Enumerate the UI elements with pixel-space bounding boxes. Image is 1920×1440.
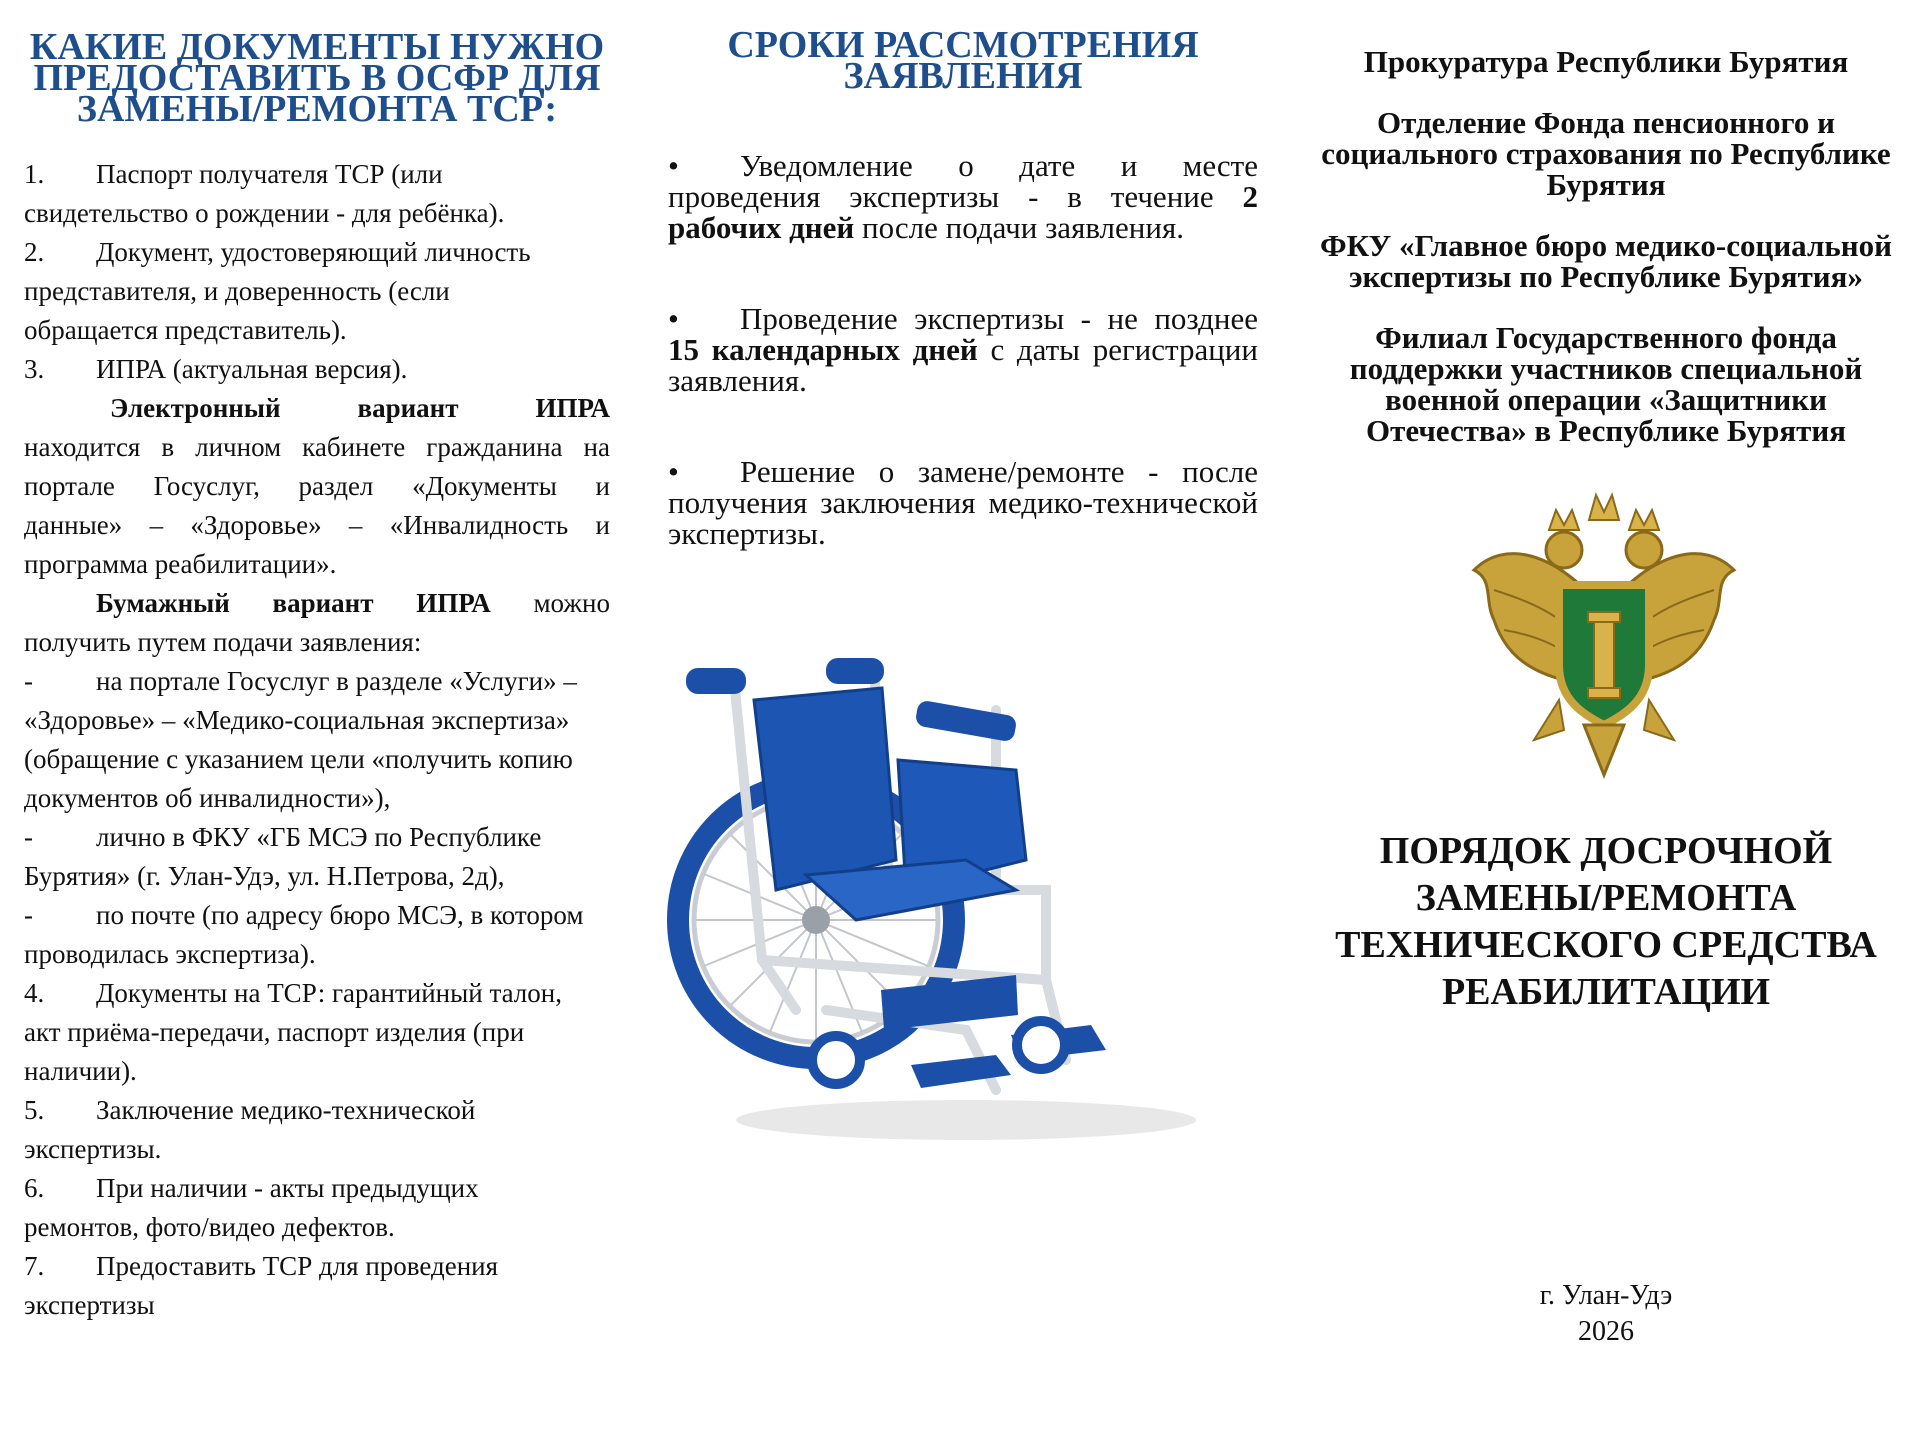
prosecutor-emblem [1464,490,1744,780]
list-item: - по почте (по адресу бюро МСЭ, в котором [24,900,584,930]
list-item: 1. Паспорт получателя ТСР (или [24,159,443,189]
list-item: - лично в ФКУ «ГБ МСЭ по Республике [24,822,542,852]
year-label: 2026 [1578,1316,1634,1347]
list-item: 6. При наличии - акты предыдущих [24,1173,479,1203]
paper-ipra-heading: Бумажный вариант ИПРА можно [96,588,610,618]
list-item: • Решение о замене/ремонте - после получения заключения медико-технической экспертизы. [668,454,1258,551]
list-item: 2. Документ, удостоверяющий личность [24,237,531,267]
list-item: 5. Заключение медико-технической [24,1095,476,1125]
list-item: • Проведение экспертизы - не позднее 15 календарных дней с даты регистрации заявления. [668,301,1258,398]
org-social-fund: Отделение Фонда пенсионного и социального страхования по Республике Бурятия [1321,105,1891,202]
footer [1310,1278,1902,1350]
org-mse-bureau: ФКУ «Главное бюро медико-социальной экспертизы по Республике Бурятия» [1320,228,1892,294]
brochure-title: ПОРЯДОК ДОСРОЧНОЙ ЗАМЕНЫ/РЕМОНТА ТЕХНИЧЕСКОГО СРЕДСТВА РЕАБИЛИТАЦИИ [1335,830,1877,1013]
documents-list: 1. Паспорт получателя ТСР (или свидетельство о рождении - для ребёнка). 2. Документ, удостоверяющий личность представителя, и доверенность (если обращается представитель). 3. ИПРА (актуальная версия). Электронный вариант ИПРА находится в личном кабинете гражданина на портале Госуслуг, раздел «Документы и данные» – «Здоровье» – «Инвалидность и программа реабилитации». Бумажный вариант ИПРА можно получить путем подачи заявления: - на портале Госуслуг в разделе «Услуги» – «Здоровье» – «Медико-социальная экспертиза» (обращение с указанием цели «получить копию документов об инвалидности»), - лично в ФКУ «ГБ МСЭ по Республике Бурятия» (г. Улан-Удэ, ул. Н.Петрова, 2д), - по почте (по адресу бюро МСЭ, в котором проводилась экспертиза). 4. Документы на ТСР: гарантийный талон, акт приёма-передачи, паспорт изделия (при наличии). 5. Заключение медико-технической экспертизы. 6. При наличии - акты предыдущих ремонтов, фото/видео дефектов. 7. Предоставить ТСР для проведения экспертизы [24,155,610,1325]
list-item: 7. Предоставить ТСР для проведения [24,1251,499,1281]
list-item: 3. ИПРА (актуальная версия). [24,354,408,384]
list-item: - на портале Госуслуг в разделе «Услуги» – [24,666,577,696]
documents-title: КАКИЕ ДОКУМЕНТЫ НУЖНО ПРЕДОСТАВИТЬ В ОСФР ДЛЯ ЗАМЕНЫ/РЕМОНТА ТСР: [29,26,605,130]
city-label: г. Улан-Удэ [1539,1280,1673,1311]
middle-column [668,0,1258,609]
list-item: • Уведомление о дате и месте проведения экспертизы - в течение 2 рабочих дней после подачи заявления. [668,148,1259,245]
right-column [1310,0,1902,446]
deadlines-title: СРОКИ РАССМОТРЕНИЯ ЗАЯВЛЕНИЯ [727,24,1199,97]
deadlines-list [668,150,1258,549]
list-item: 4. Документы на ТСР: гарантийный талон, [24,978,562,1008]
org-defenders-fund: Филиал Государственного фонда поддержки участников специальной военной операции «Защитники Отечества» в Республике Бурятия [1349,320,1863,448]
org-prosecutor: Прокуратура Республики Бурятия [1363,44,1849,79]
wheelchair-image [666,590,1256,1190]
electronic-ipra-heading: Электронный вариант ИПРА [110,393,610,423]
left-column [24,0,610,1325]
